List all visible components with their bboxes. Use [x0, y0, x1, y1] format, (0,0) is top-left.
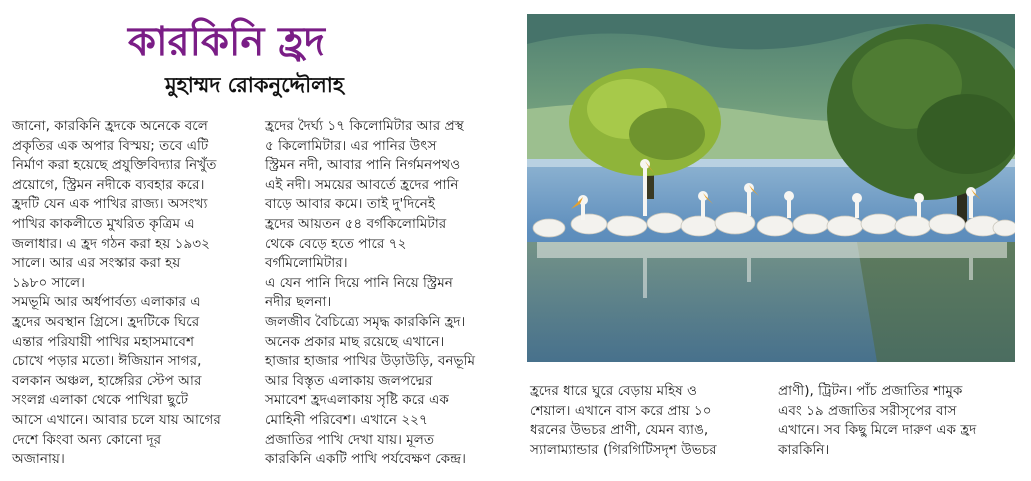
text-line: স্ট্রিমন নদী, আবার পানি নির্গমনপথও: [265, 157, 461, 174]
article-column-4: [778, 382, 1023, 460]
text-line: এই নদী। সময়ের আবর্তে হ্রদের পানি: [265, 176, 459, 193]
text-line: বাড়ে আবার কমে। তাই দু'দিনেই: [265, 196, 435, 213]
text-line: এবং ১৯ প্রজাতির সরীসৃপের বাস: [778, 402, 957, 419]
text-line: নির্মাণ করা হয়েছে প্রযুক্তিবিদ্যার নিখুঁত: [12, 157, 217, 174]
text-line: এ যেন পানি দিয়ে পানি নিয়ে স্ট্রিমন: [265, 274, 453, 291]
text-line: বর্গমিলোমিটার।: [265, 255, 348, 272]
author-byline: মুহাম্মদ রোকনুদ্দৌলাহ: [165, 73, 344, 97]
text-line: প্রয়োগে, স্ট্রিমন নদীকে ব্যবহার করে।: [12, 176, 205, 193]
text-line: হ্রদের দৈর্ঘ্য ১৭ কিলোমিটার আর প্রস্থ: [265, 118, 464, 134]
text-line: সমাবেশ হ্রদএলাকায় সৃষ্টি করে এক: [265, 392, 449, 409]
text-line: জলাধার। এ হ্রদ গঠন করা হয় ১৯৩২: [12, 235, 210, 252]
text-line: হাজার হাজার পাখির উড়াউড়ি, বনভূমি: [265, 353, 476, 370]
text-line: থেকে বেড়ে হতে পারে ৭২: [265, 235, 407, 252]
text-line: প্রজাতির পাখি দেখা যায়। মূলত: [265, 431, 435, 448]
text-line: হ্রদের আয়তন ৫৪ বর্গকিলোমিটার: [265, 215, 447, 232]
article-column-3: [530, 382, 765, 460]
text-line: এখানে। সব কিছু মিলে দারুণ এক হ্রদ: [778, 422, 977, 439]
text-line: সমভূমি আর অর্ধপার্বত্য এলাকার এ: [12, 294, 201, 311]
text-line: সালে। আর এর সংস্কার করা হয়: [12, 255, 181, 272]
text-line: দেশে কিংবা অন্য কোনো দূর: [12, 431, 162, 448]
text-line: প্রকৃতির এক অপার বিস্ময়; তবে এটি: [12, 137, 209, 154]
text-line: শেয়াল। এখানে বাস করে প্রায় ১০: [530, 402, 712, 419]
text-line: অনেক প্রকার মাছ রয়েছে এখানে।: [265, 333, 445, 350]
text-line: আসে এখানে। আবার চলে যায় আগের: [12, 411, 221, 428]
article-title: কারকিনি হ্রদ: [128, 18, 325, 65]
text-line: ৫ কিলোমিটার। এর পানির উৎস: [265, 137, 437, 154]
lake-pelicans-photo: [527, 14, 1015, 362]
text-line: হ্রদটি যেন এক পাখির রাজ্য। অসংখ্য: [12, 196, 208, 213]
text-line: হ্রদের ধারে ঘুরে বেড়ায় মহিষ ও: [530, 383, 698, 399]
text-line: এন্তার পরিযায়ী পাখির মহাসমাবেশ: [12, 333, 194, 350]
text-line: প্রাণী), ট্রিটন। পাঁচ প্রজাতির শামুক: [778, 383, 963, 399]
text-line: ধরনের উভচর প্রাণী, যেমন ব্যাঙ,: [530, 422, 709, 439]
text-line: বলকান অঞ্চল, হাঙ্গেরির স্টেপ আর: [12, 372, 202, 389]
text-line: পাখির কাকলীতে মুখরিত কৃত্রিম এ: [12, 215, 195, 232]
text-line: আর বিস্তৃত এলাকায় জলপদ্মের: [265, 372, 433, 389]
text-line: চোখে পড়ার মতো। ঈজিয়ান সাগর,: [12, 353, 202, 370]
text-line: অজানায়।: [12, 451, 65, 468]
article-column-1: [12, 117, 258, 470]
text-line: হ্রদের অবস্থান গ্রিসে। হ্রদটিকে ঘিরে: [12, 313, 200, 330]
text-line: নদীর ছলনা।: [265, 294, 332, 311]
text-line: স্যালাম্যান্ডার (গিরগিটিসদৃশ উভচর: [530, 441, 717, 458]
article-column-2: [265, 117, 515, 470]
text-line: কারকিনি একটি পাখি পর্যবেক্ষণ কেন্দ্র।: [265, 451, 466, 468]
text-line: কারকিনি।: [778, 441, 830, 458]
text-line: ১৯৮০ সালে।: [12, 274, 85, 291]
text-line: জানো, কারকিনি হ্রদকে অনেকে বলে: [12, 118, 208, 134]
text-line: জলজীব বৈচিত্র্যে সমৃদ্ধ কারকিনি হ্রদ।: [265, 313, 466, 330]
text-line: মোহিনী পরিবেশ। এখানে ২২৭: [265, 411, 428, 428]
text-line: সংলগ্ন এলাকা থেকে পাখিরা ছুটে: [12, 392, 189, 409]
